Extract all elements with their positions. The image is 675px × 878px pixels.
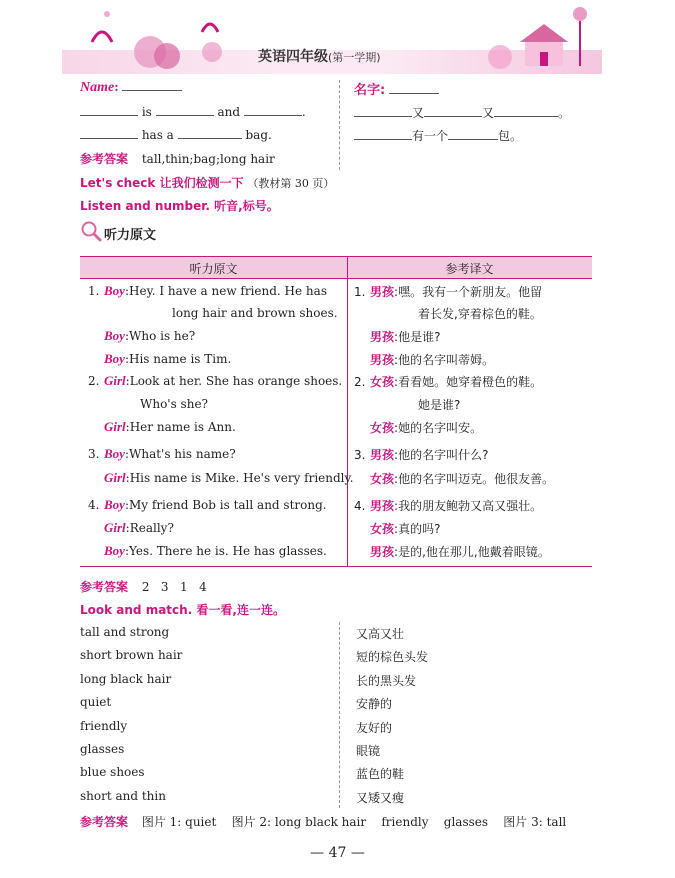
header-title bbox=[258, 46, 381, 66]
row-text: My friend Bob is tall and strong. bbox=[129, 498, 327, 512]
match-item-cn: 友好的 bbox=[356, 720, 393, 735]
table-row-original bbox=[88, 305, 338, 321]
cn-row-text: 嘿。我有一个新朋友。他留 bbox=[398, 285, 543, 299]
cn-speaker-colon: : bbox=[394, 545, 399, 559]
cn-row-text: 他的名字叫什么? bbox=[398, 448, 489, 462]
header-decoration-left-icon bbox=[62, 2, 222, 76]
blank-4 bbox=[80, 127, 138, 139]
cn-row-text: 真的吗? bbox=[398, 522, 441, 536]
table-row-original bbox=[88, 373, 342, 389]
magnifier-icon bbox=[80, 220, 102, 242]
speaker-colon: : bbox=[125, 420, 130, 434]
row-number: 3. bbox=[88, 447, 100, 461]
cn-blank-5 bbox=[448, 128, 498, 140]
row-text: Hey. I have a new friend. He has bbox=[129, 284, 327, 298]
cn-row-text: 他是谁? bbox=[398, 330, 441, 344]
section-title: 听力原文 bbox=[104, 228, 157, 243]
match-item-cn: 蓝色的鞋 bbox=[356, 767, 405, 782]
row-speaker: Boy bbox=[104, 446, 125, 461]
match-item-cn: 又高又壮 bbox=[356, 627, 405, 641]
match-item-en: blue shoes bbox=[80, 765, 145, 780]
answer-1-label: 参考答案 bbox=[80, 152, 129, 166]
table-column-divider bbox=[347, 256, 348, 566]
header-title-sub: (第一学期) bbox=[328, 51, 381, 64]
cn-name-blank bbox=[389, 82, 439, 94]
table-row-translation bbox=[354, 446, 488, 463]
table-header-original: 听力原文 bbox=[189, 262, 238, 276]
page-header bbox=[0, 0, 675, 80]
cn-bao: 包。 bbox=[498, 129, 523, 143]
answer-2 bbox=[80, 578, 207, 595]
answer-3-text: 图片 1: quiet 图片 2: long black hair friendly glasses 图片 3: tall bbox=[141, 815, 567, 829]
table-row-original bbox=[88, 446, 236, 462]
name-blank bbox=[122, 79, 182, 91]
cn-row-speaker: 男孩 bbox=[370, 545, 395, 559]
row-text: Her name is Ann. bbox=[129, 420, 236, 434]
table-row-translation bbox=[354, 543, 550, 560]
cn-row-speaker: 女孩 bbox=[370, 421, 395, 435]
row-text: What's his name? bbox=[129, 447, 236, 461]
cn-row-text: 我的朋友鲍勃又高又强壮。 bbox=[398, 499, 543, 513]
table-row-translation bbox=[354, 351, 494, 368]
table-header-translation: 参考译文 bbox=[445, 262, 494, 276]
table-row-translation bbox=[354, 328, 440, 345]
cn-speaker-colon: : bbox=[394, 421, 399, 435]
cn-row-text: 她的名字叫安。 bbox=[398, 421, 483, 435]
match-item-cn: 眼镜 bbox=[356, 744, 381, 758]
header-title-main: 英语四年级 bbox=[258, 49, 328, 65]
cn-speaker-colon: : bbox=[394, 522, 399, 536]
cn-row-number: 2. bbox=[354, 375, 366, 389]
cn-name-label: 名字: bbox=[354, 83, 386, 98]
row-speaker: Girl bbox=[104, 373, 126, 388]
match-item-cn: 短的棕色头发 bbox=[356, 650, 429, 665]
table-row-original bbox=[88, 283, 327, 299]
page-number: — 47 — bbox=[310, 845, 365, 861]
cn-row-speaker: 女孩 bbox=[370, 522, 395, 536]
header-decoration-house-icon bbox=[470, 2, 605, 76]
cn-speaker-colon: : bbox=[394, 472, 399, 486]
row-speaker: Boy bbox=[104, 351, 125, 366]
table-row-translation bbox=[354, 520, 440, 537]
cn-row-text: 他的名字叫蒂姆。 bbox=[398, 353, 495, 367]
row-text: His name is Mike. He's very friendly. bbox=[129, 471, 354, 485]
cn-row-speaker: 男孩 bbox=[370, 353, 395, 367]
cn-you-1: 又 bbox=[412, 106, 425, 120]
match-item-cn: 又矮又瘦 bbox=[356, 790, 405, 805]
period: . bbox=[301, 105, 306, 119]
cn-row-speaker: 女孩 bbox=[370, 472, 395, 486]
cn-speaker-colon: : bbox=[394, 375, 399, 389]
row-text: Look at her. She has orange shoes. bbox=[129, 374, 343, 388]
cn-blank-4 bbox=[354, 128, 412, 140]
table-row-original bbox=[88, 497, 327, 513]
blank-1 bbox=[80, 104, 138, 116]
blank-3 bbox=[244, 104, 302, 116]
table-row-original bbox=[88, 419, 236, 435]
answer-3 bbox=[80, 813, 566, 830]
cn-row-speaker: 男孩 bbox=[370, 330, 395, 344]
table-row-original bbox=[88, 543, 327, 559]
speaker-colon: : bbox=[124, 352, 129, 366]
blank-2 bbox=[156, 104, 214, 116]
cn-row-number: 3. bbox=[354, 448, 366, 462]
cn-blank-2 bbox=[424, 105, 482, 117]
row-text: His name is Tim. bbox=[129, 352, 232, 366]
answer-2-text: 2 3 1 4 bbox=[141, 580, 207, 594]
row-text: long hair and brown shoes. bbox=[172, 306, 338, 320]
row-speaker: Boy bbox=[104, 328, 125, 343]
row-speaker: Boy bbox=[104, 543, 125, 558]
speaker-colon: : bbox=[124, 329, 129, 343]
cn-row-text: 他的名字叫迈克。他很友善。 bbox=[398, 472, 555, 486]
answer-1 bbox=[80, 150, 275, 167]
cn-row-speaker: 男孩 bbox=[370, 448, 395, 462]
row-speaker: Girl bbox=[104, 470, 126, 485]
cn-speaker-colon: : bbox=[394, 499, 399, 513]
cn-speaker-colon: : bbox=[394, 353, 399, 367]
match-item-en: short and thin bbox=[80, 788, 166, 803]
speaker-colon: : bbox=[124, 447, 129, 461]
name-colon: : bbox=[114, 80, 119, 94]
lets-check-note: （教材第 30 页） bbox=[247, 177, 335, 190]
row-speaker: Girl bbox=[104, 419, 126, 434]
cn-row-speaker: 女孩 bbox=[370, 375, 395, 389]
cn-form-line-2 bbox=[354, 127, 522, 144]
speaker-colon: : bbox=[125, 471, 130, 485]
cn-you-2: 又 bbox=[482, 106, 495, 120]
cn-row-number: 1. bbox=[354, 285, 366, 299]
table-row-translation bbox=[354, 373, 542, 390]
answer-2-label: 参考答案 bbox=[80, 580, 129, 594]
cn-speaker-colon: : bbox=[394, 448, 399, 462]
look-match-heading: Look and match. 看一看,连一连。 bbox=[80, 603, 285, 617]
row-number: 1. bbox=[88, 284, 100, 298]
cn-you-yige: 有一个 bbox=[412, 129, 449, 143]
row-text: Yes. There he is. He has glasses. bbox=[129, 544, 327, 558]
cn-row-text: 她是谁? bbox=[418, 398, 461, 412]
cn-row-speaker: 男孩 bbox=[370, 285, 395, 299]
speaker-colon: : bbox=[124, 544, 129, 558]
table-row-translation bbox=[354, 497, 542, 514]
form-line-2 bbox=[80, 127, 272, 142]
row-speaker: Boy bbox=[104, 497, 125, 512]
table-row-original bbox=[88, 351, 231, 367]
match-item-cn: 长的黑头发 bbox=[356, 673, 417, 688]
match-item-en: friendly bbox=[80, 718, 128, 733]
match-item-en: glasses bbox=[80, 742, 125, 756]
row-text: Who is he? bbox=[129, 329, 196, 343]
cn-row-text: 是的,他在那儿,他戴着眼镜。 bbox=[398, 545, 550, 559]
row-speaker: Boy bbox=[104, 283, 125, 298]
cn-row-speaker: 男孩 bbox=[370, 499, 395, 513]
word-and: and bbox=[217, 105, 241, 119]
table-row-original bbox=[88, 396, 208, 412]
cn-name-line bbox=[354, 79, 439, 98]
table-row-translation bbox=[354, 419, 482, 436]
row-number: 2. bbox=[88, 374, 100, 388]
form-line-1 bbox=[80, 104, 306, 119]
table-row-original bbox=[88, 520, 174, 536]
match-item-cn: 安静的 bbox=[356, 697, 393, 712]
cn-end: 。 bbox=[558, 106, 571, 120]
match-item-en: long black hair bbox=[80, 671, 172, 686]
speaker-colon: : bbox=[124, 498, 129, 512]
answer-3-label: 参考答案 bbox=[80, 815, 129, 829]
table-row-original bbox=[88, 470, 354, 486]
speaker-colon: : bbox=[124, 284, 129, 298]
speaker-colon: : bbox=[125, 521, 130, 535]
word-has-a: has a bbox=[141, 128, 174, 142]
cn-form-line-1 bbox=[354, 104, 570, 121]
speaker-colon: : bbox=[125, 374, 130, 388]
listen-heading: Listen and number. 听音,标号。 bbox=[80, 199, 279, 213]
table-header-rule bbox=[80, 278, 592, 279]
lets-check-cn: 让我们检测一下 bbox=[155, 176, 244, 190]
table-row-translation bbox=[354, 305, 542, 322]
table-top-rule bbox=[80, 256, 592, 257]
row-number: 4. bbox=[88, 498, 100, 512]
table-row-original bbox=[88, 328, 195, 344]
match-item-en: quiet bbox=[80, 695, 112, 710]
name-line bbox=[80, 79, 182, 96]
row-text: Really? bbox=[129, 521, 174, 535]
row-speaker: Girl bbox=[104, 520, 126, 535]
name-label: Name bbox=[80, 80, 115, 95]
match-item-en: tall and strong bbox=[80, 625, 170, 639]
cn-speaker-colon: : bbox=[394, 285, 399, 299]
cn-row-text: 看看她。她穿着橙色的鞋。 bbox=[398, 375, 543, 389]
lets-check-heading bbox=[80, 174, 334, 191]
column-divider-match bbox=[339, 622, 340, 808]
cn-blank-1 bbox=[354, 105, 412, 117]
cn-row-number: 4. bbox=[354, 499, 366, 513]
row-text: Who's she? bbox=[140, 397, 208, 411]
word-is: is bbox=[141, 105, 152, 119]
blank-5 bbox=[178, 127, 242, 139]
table-row-translation bbox=[354, 396, 460, 413]
cn-speaker-colon: : bbox=[394, 330, 399, 344]
table-bottom-rule bbox=[80, 566, 592, 567]
lets-check-en: Let's check bbox=[80, 176, 156, 190]
table-row-translation bbox=[354, 470, 554, 487]
word-bag: bag. bbox=[245, 128, 272, 142]
cn-blank-3 bbox=[494, 105, 558, 117]
answer-1-text: tall,thin;bag;long hair bbox=[141, 152, 275, 166]
cn-row-text: 着长发,穿着棕色的鞋。 bbox=[418, 307, 542, 321]
match-item-en: short brown hair bbox=[80, 648, 183, 663]
column-divider-top bbox=[339, 80, 340, 170]
table-row-translation bbox=[354, 283, 542, 300]
